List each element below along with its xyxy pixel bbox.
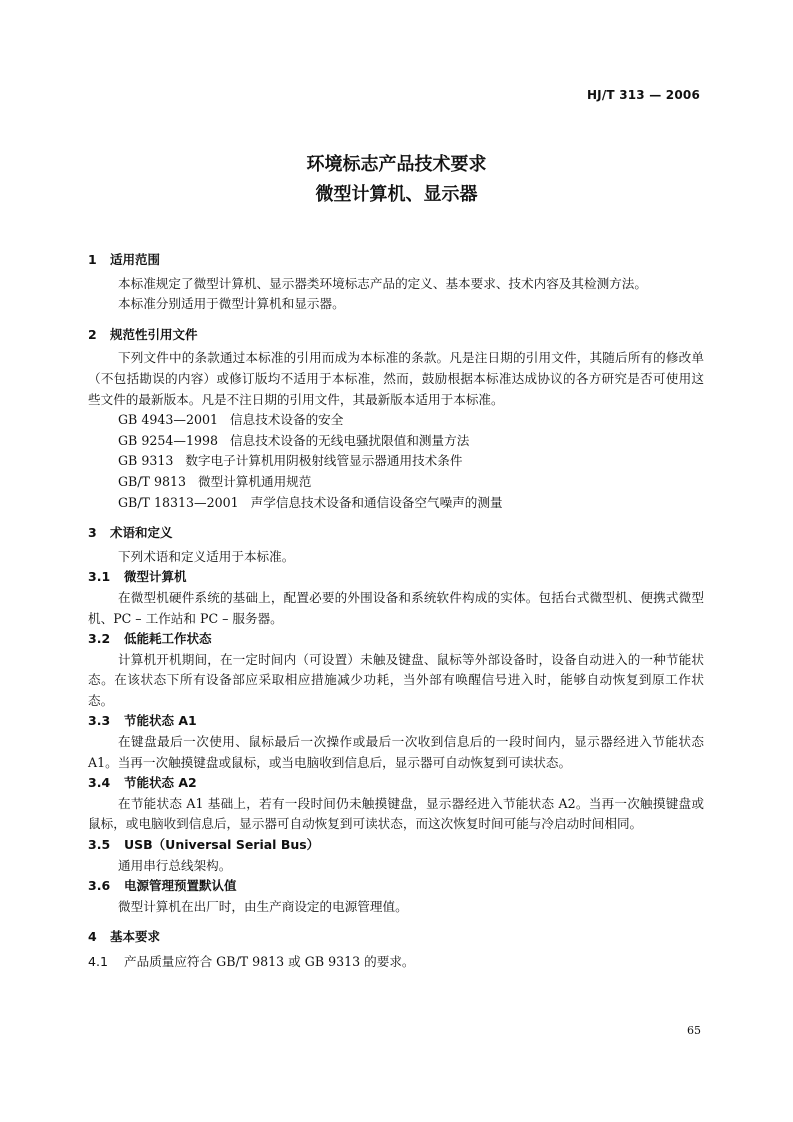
reference-item: GB 4943—2001 信息技术设备的安全 bbox=[118, 412, 344, 428]
term-heading-3-5: 3.5 USB（Universal Serial Bus） bbox=[88, 837, 320, 853]
term-heading-3-1: 3.1 微型计算机 bbox=[88, 569, 187, 585]
term-definition-3-5: 通用串行总线架构。 bbox=[118, 857, 232, 873]
document-title-line-2: 微型计算机、显示器 bbox=[315, 184, 478, 205]
section-3-intro: 下列术语和定义适用于本标准。 bbox=[118, 548, 295, 564]
section-2-paragraph: 下列文件中的条款通过本标准的引用而成为本标准的条款。凡是注日期的引用文件，其随后所有的修改单（不包括勘误的内容）或修订版均不适用于本标准，然而，鼓励根据本标准达成协议的各方研究是否可使用这些文件的最新版本。凡是不注日期的引用文件，其最新版本适用于本标准。 bbox=[88, 350, 704, 407]
term-definition-3-1: 在微型机硬件系统的基础上，配置必要的外围设备和系统软件构成的实体。包括台式微型机、便携式微型机、PC – 工作站和 PC – 服务器。 bbox=[88, 589, 704, 626]
term-definition-3-6: 微型计算机在出厂时，由生产商设定的电源管理值。 bbox=[118, 898, 408, 914]
section-3-heading: 3 术语和定义 bbox=[88, 525, 173, 541]
page-number: 65 bbox=[687, 1024, 701, 1037]
standard-code: HJ/T 313 — 2006 bbox=[586, 88, 700, 102]
term-definition-3-3: 在键盘最后一次使用、鼠标最后一次操作或最后一次收到信息后的一段时间内，显示器经进入节能状态 A1。当再一次触摸键盘或鼠标，或当电脑收到信息后，显示器可自动恢复到可读状态。 bbox=[88, 734, 704, 770]
document-title-line-1: 环境标志产品技术要求 bbox=[306, 154, 487, 175]
section-2-heading: 2 规范性引用文件 bbox=[88, 326, 198, 342]
term-heading-3-3: 3.3 节能状态 A1 bbox=[88, 713, 197, 729]
term-heading-3-2: 3.2 低能耗工作状态 bbox=[88, 631, 212, 647]
section-4-heading: 4 基本要求 bbox=[88, 929, 161, 945]
term-heading-3-6: 3.6 电源管理预置默认值 bbox=[88, 878, 237, 894]
reference-item: GB 9254—1998 信息技术设备的无线电骚扰限值和测量方法 bbox=[118, 432, 470, 448]
section-1-heading: 1 适用范围 bbox=[88, 252, 161, 267]
document-body bbox=[88, 250, 704, 973]
term-definition-3-4: 在节能状态 A1 基础上，若有一段时间仍未触摸键盘，显示器经进入节能状态 A2。当再一次触摸键盘或鼠标，或电脑收到信息后，显示器可自动恢复到可读状态，而这次恢复时间可能与冷启动时间相同。 bbox=[88, 795, 704, 832]
requirement-4-1: 4.1 产品质量应符合 GB/T 9813 或 GB 9313 的要求。 bbox=[88, 954, 415, 969]
reference-item: GB/T 9813 微型计算机通用规范 bbox=[118, 473, 312, 489]
section-1-paragraph-2: 本标准分别适用于微型计算机和显示器。 bbox=[118, 296, 345, 312]
term-definition-3-2: 计算机开机期间，在一定时间内（可设置）未触及键盘、鼠标等外部设备时，设备自动进入的一种节能状态。在该状态下所有设备部应采取相应措施减少功耗，当外部有唤醒信号进入时，能够自动恢复到原工作状态。 bbox=[88, 651, 704, 708]
reference-item: GB/T 18313—2001 声学信息技术设备和通信设备空气噪声的测量 bbox=[118, 494, 503, 510]
reference-item: GB 9313 数字电子计算机用阴极射线管显示器通用技术条件 bbox=[118, 453, 463, 469]
term-heading-3-4: 3.4 节能状态 A2 bbox=[88, 775, 197, 791]
section-1-paragraph-1: 本标准规定了微型计算机、显示器类环境标志产品的定义、基本要求、技术内容及其检测方法。 bbox=[118, 275, 647, 291]
